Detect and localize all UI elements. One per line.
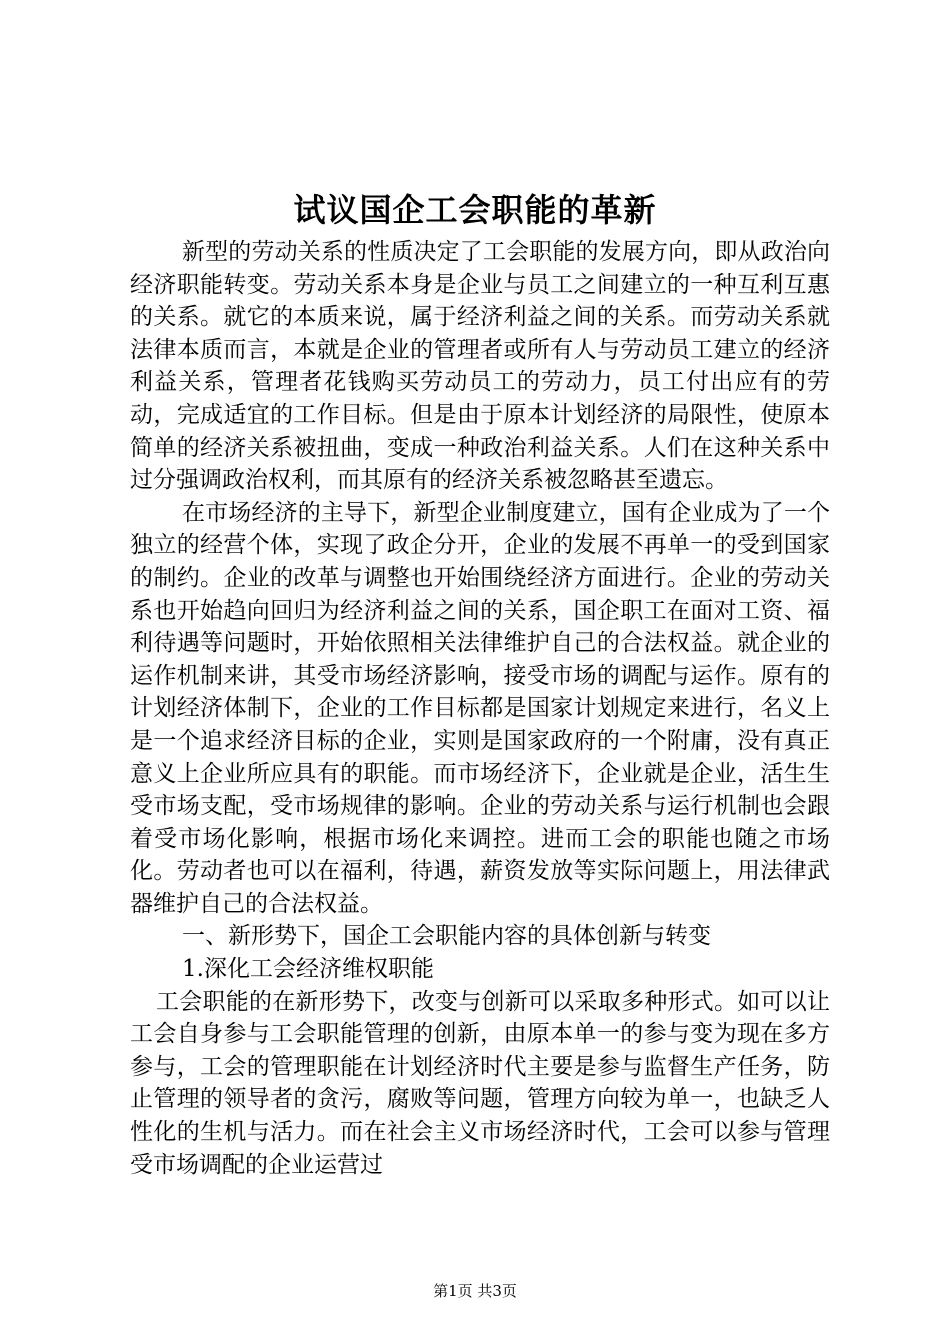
- section-heading: 一、新形势下，国企工会职能内容的具体创新与转变: [182, 923, 711, 950]
- document-title: 试议国企工会职能的革新: [293, 191, 657, 229]
- page-number-footer: 第1页 共3页: [433, 1282, 517, 1300]
- paragraph: 新型的劳动关系的性质决定了工会职能的发展方向，即从政治向经济职能转变。劳动关系本身是企业与员工之间建立的一种互利互惠的关系。就它的本质来说，属于经济利益之间的关系。而劳动关系就法律本质而言，本就是企业的管理者或所有人与劳动员工建立的经济利益关系，管理者花钱购买劳动员工的劳动力，员工付出应有的劳动，完成适宜的工作目标。但是由于原本计划经济的局限性，使原本简单的经济关系被扭曲，变成一种政治利益关系。人们在这种关系中过分强调政治权利，而其原有的经济关系被忽略甚至遗忘。: [130, 239, 830, 494]
- document-body: [130, 236, 830, 1181]
- paragraph: 工会职能的在新形势下，改变与创新可以采取多种形式。如可以让工会自身参与工会职能管理的创新，由原本单一的参与变为现在多方参与，工会的管理职能在计划经济时代主要是参与监督生产任务，防止管理的领导者的贪污，腐败等问题，管理方向较为单一，也缺乏人性化的生机与活力。而在社会主义市场经济时代，工会可以参与管理受市场调配的企业运营过: [130, 988, 830, 1178]
- paragraph: 在市场经济的主导下，新型企业制度建立，国有企业成为了一个独立的经营个体，实现了政企分开，企业的发展不再单一的受到国家的制约。企业的改革与调整也开始围绕经济方面进行。企业的劳动关系也开始趋向回归为经济利益之间的关系，国企职工在面对工资、福利待遇等问题时，开始依照相关法律维护自己的合法权益。就企业的运作机制来讲，其受市场经济影响，接受市场的调配与运作。原有的计划经济体制下，企业的工作目标都是国家计划规定来进行，名义上是一个追求经济目标的企业，实则是国家政府的一个附庸，没有真正意义上企业所应具有的职能。而市场经济下，企业就是企业，活生生受市场支配，受市场规律的影响。企业的劳动关系与运行机制也会跟着受市场化影响，根据市场化来调控。进而工会的职能也随之市场化。劳动者也可以在福利，待遇，薪资发放等实际问题上，用法律武器维护自己的合法权益。: [130, 499, 830, 917]
- subsection-heading: 1.深化工会经济维权职能: [182, 956, 434, 983]
